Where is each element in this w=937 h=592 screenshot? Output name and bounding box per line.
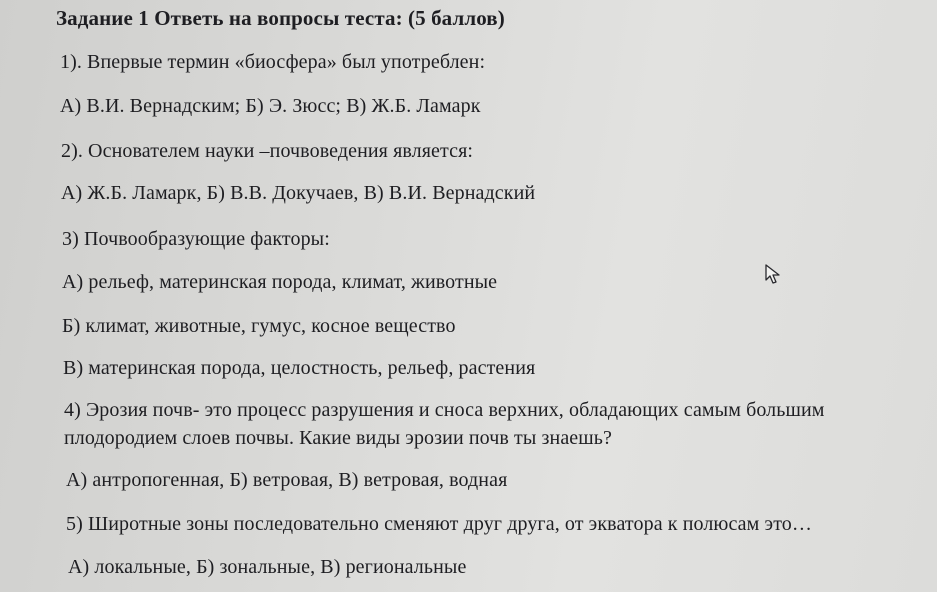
question-3-answer-c: В) материнская порода, целостность, рельеф, растения bbox=[63, 357, 536, 379]
question-2-text: 2). Основателем науки –почвоведения является: bbox=[61, 140, 474, 162]
question-1-answers: А) В.И. Вернадским; Б) Э. Зюсс; В) Ж.Б. Ламарк bbox=[60, 95, 481, 117]
question-2-answers: А) Ж.Б. Ламарк, Б) В.В. Докучаев, В) В.И. Вернадский bbox=[61, 182, 536, 204]
mouse-pointer-icon bbox=[765, 264, 781, 284]
question-5-text: 5) Широтные зоны последовательно сменяют друг друга, от экватора к полюсам это… bbox=[66, 513, 812, 535]
question-5-answers: А) локальные, Б) зональные, В) региональные bbox=[68, 556, 467, 578]
question-4-text-line-1: 4) Эрозия почв- это процесс разрушения и сноса верхних, обладающих самым большим bbox=[64, 399, 825, 421]
question-3-answer-b: Б) климат, животные, гумус, косное вещество bbox=[62, 315, 456, 337]
question-4-answers: А) антропогенная, Б) ветровая, В) ветровая, водная bbox=[66, 469, 508, 491]
question-3-answer-a: А) рельеф, материнская порода, климат, животные bbox=[62, 271, 498, 293]
question-4-text-line-2: плодородием слоев почвы. Какие виды эрозии почв ты знаешь? bbox=[64, 427, 612, 449]
task-title: Задание 1 Ответь на вопросы теста: (5 баллов) bbox=[56, 6, 505, 30]
question-3-text: 3) Почвообразующие факторы: bbox=[62, 228, 330, 250]
question-1-text: 1). Впервые термин «биосфера» был употреблен: bbox=[60, 51, 486, 73]
